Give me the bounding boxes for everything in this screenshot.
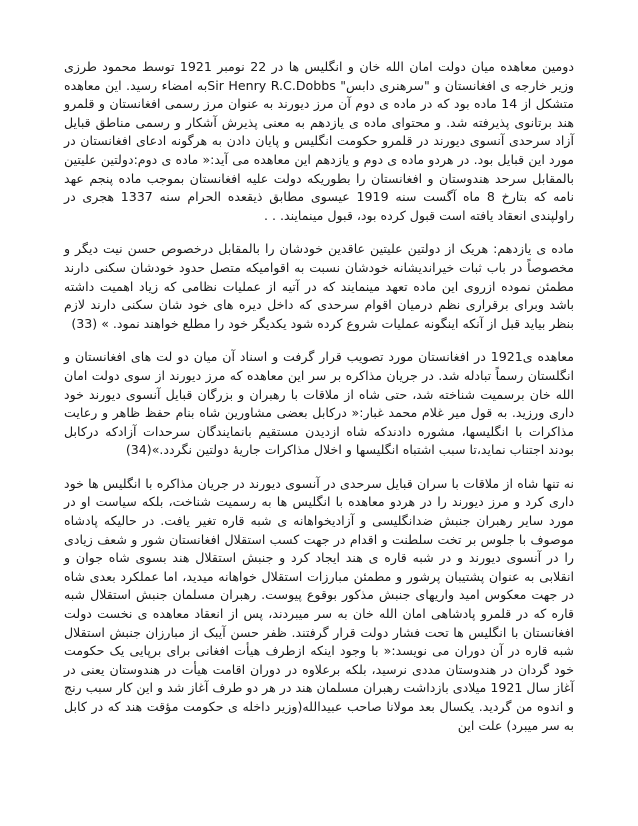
- paragraph-policy-change: نه تنها شاه از ملاقات با سران قبایل سرحدی در آنسوی دیورند در جریان مذاکره با انگلیس ها خود داری کرد و مرز دیورند را در هردو معاهده با انگلیس ها به رسمیت شناخت، بلکه سیاست او در مورد سایر رهبران جنبش ضدانگلیسی و آزادیخواهانه ی شبه قاره تغیر یافت. در حالیکه پادشاه موصوف با جلوس بر تخت سلطنت و اقدام در جهت کسب استقلال افغانستان شور و شعف زیادی را در آنسوی دیورند و در شبه قاره ی هند ایجاد کرد و جنبش استقلال هند بسوی شاه جوان و انقلابی به عنوان پشتیبان پرشور و مطمئن مبارزات استقلال خواهانه میدید، اما عملکرد بعدی شاه در جهت معکوس امید واریهای جنبش مذکور بوقوع پیوست. رهبران مسلمان جنبش استقلال شبه قاره که در قلمرو پادشاهی امان الله خان به سر میبردند، پس از انعقاد معاهده ی نخست دولت افغانستان با انگلیس ها تحت فشار دولت قرار گرفتند. ظفر حسن آیبک از مبارزان جنبش استقلال شبه قاره در آن دوران می نویسد:« با وجود اینکه ازطرف هیأت افغانی برای برپایی یک حکومت خود گردان در هندوستان مددی نرسید، بلکه برعلاوه در دوران اقامت هیأت در هندوستان یعنی در آغاز سال 1921 میلادی بازداشت رهبران مسلمان هند در هر دو طرف آغاز شد و این کار سبب رنج و اندوه من گردید. یکسال بعد مولانا صاحب عبیدالله(وزیر داخله ی حکومت مؤقت هند که در کابل به سر میبرد) علت این: [64, 475, 574, 733]
- paragraph-treaty-1921: دومین معاهده میان دولت امان الله خان و انگلیس ها در 22 نومبر 1921 توسط محمود طرزی وزیر خارجه ی افغانستان و "سرهنری دابس" Sir Henry R.C.Dobbsبه امضاء رسید. این معاهده متشکل از 14 ماده بود که در ماده ی دوم آن مرز دیورند به عنوان مرز رسمی افغانستان و قلمرو هند برتانوی پذیرفته شد. و محتوای ماده ی یازدهم به معنی پذیرش آشکار و رسمی مناطق قبایل آزاد سرحدی آنسوی دیورند در قلمرو حکومت انگلیس و پایان دادن به هرگونه ادعای افغانستان در مورد این قبایل بود. در هردو ماده ی دوم و یازدهم این معاهده می آید:« ماده ی دوم:دولتین علیتین بالمقابل سرحد هندوستان و افغانستان را بطوریکه دولت علیه افغانستان بموجب ماده پنجم عهد نامه که بتارخ 8 ماه آگست سنه 1919 عیسوی مطابق ذیقعده الحرام سنه 1337 هجری در راولپندی انعقاد یافته است قبول کرده بود، قبول مینمایند. . .: [64, 59, 574, 223]
- paragraph-article-eleven: ماده ی یازدهم: هریک از دولتین علیتین عاقدین خودشان را بالمقابل درخصوص حسن نیت دیگر و مخصوصاً در باب ثبات خیراندیشانه خودشان نسبت به اقوامیکه متصل حدود خودشان سکنی دارند مطمئن نموده ازروی این ماده تعهد مینمایند که در آتیه از عملیات نظامی که زیاد اهمیت داشته باشد وبرای برقراری نظم درمیان اقوام سرحدی که داخل دیره های خود شان سکنی دارند لازم بنظر بیاید قبل از آنکه اینگونه عملیات شروع کرده شود یکدیگر خود را مطلع خواهند نمود. » (33): [64, 241, 574, 331]
- paragraph-ratification: معاهده ی1921 در افغانستان مورد تصویب قرار گرفت و اسناد آن میان دو لت های افغانستان و انگلستان رسماً تبادله شد. در جریان مذاکره بر سر این معاهده که مرز دیورند از سوی دولت امان الله خان برسمیت شناخته شد، حتی شاه از ملاقات با رهبران و بزرگان قبایل آنسوی دیورند خود داری ورزید. به قول میر غلام محمد غبار:« درکابل بعضی مشاورین شاه بنام حفظ ظاهر و رعایت مذاکرات با انگلیسها، مشوره دادندکه شاه ازدیدن مستقیم بانمایندگان سرحدات آزادکه درکابل بودند اجتناب نماید،تا سبب اشتباه انگلیسها و اخلال مذاکرات جاریهٔ دولتین نگردد.»(34): [64, 349, 574, 458]
